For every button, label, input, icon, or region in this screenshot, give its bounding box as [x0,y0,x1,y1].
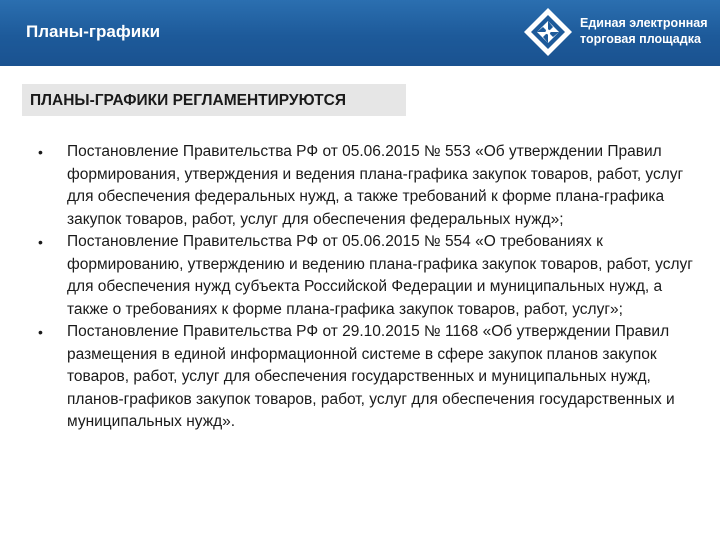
bullet-list [38,141,702,434]
bullet-item [38,231,702,321]
logo-text-line1: Единая электронная [580,16,708,30]
bullet-item [38,141,702,231]
logo-text-line2: торговая площадка [580,32,701,46]
bullet-text: Постановление Правительства РФ от 29.10.2015 № 1168 «Об утверждении Правил размещения в единой информационной системе в сфере закупок планов закупок товаров, работ, услуг для обеспечения государственных и муниципальных нужд, планов‑графиков закупок товаров, работ, услуг для обеспечения государственных и муниципальных нужд». [67,323,675,430]
section-title-bar [22,84,406,116]
logo-text [580,15,708,47]
bullet-text: Постановление Правительства РФ от 05.06.2015 № 553 «Об утверждении Правил формирования, утверждения и ведения плана-графика закупок товаров, работ, услуг для обеспечения федеральных нужд, а также требований к форме плана-графика закупок товаров, работ, услуг для обеспечения федеральных нужд»; [67,143,684,228]
bullet-marker: • [38,234,43,250]
bullet-marker: • [38,144,43,160]
etp-logo-icon [522,6,574,58]
bullet-item [38,321,702,434]
section-title: ПЛАНЫ-ГРАФИКИ РЕГЛАМЕНТИРУЮТСЯ [30,92,346,109]
header-bar [0,0,720,66]
page-title: Планы-графики [26,22,161,41]
bullet-marker: • [38,324,43,340]
bullet-text: Постановление Правительства РФ от 05.06.2015 № 554 «О требованиях к формированию, утверждению и ведению плана-графика закупок товаров, работ, услуг для обеспечения нужд субъекта Российской Федерации и муниципальных нужд, а также о требованиях к форме плана-графика закупок товаров, работ, услуг»; [67,233,693,318]
